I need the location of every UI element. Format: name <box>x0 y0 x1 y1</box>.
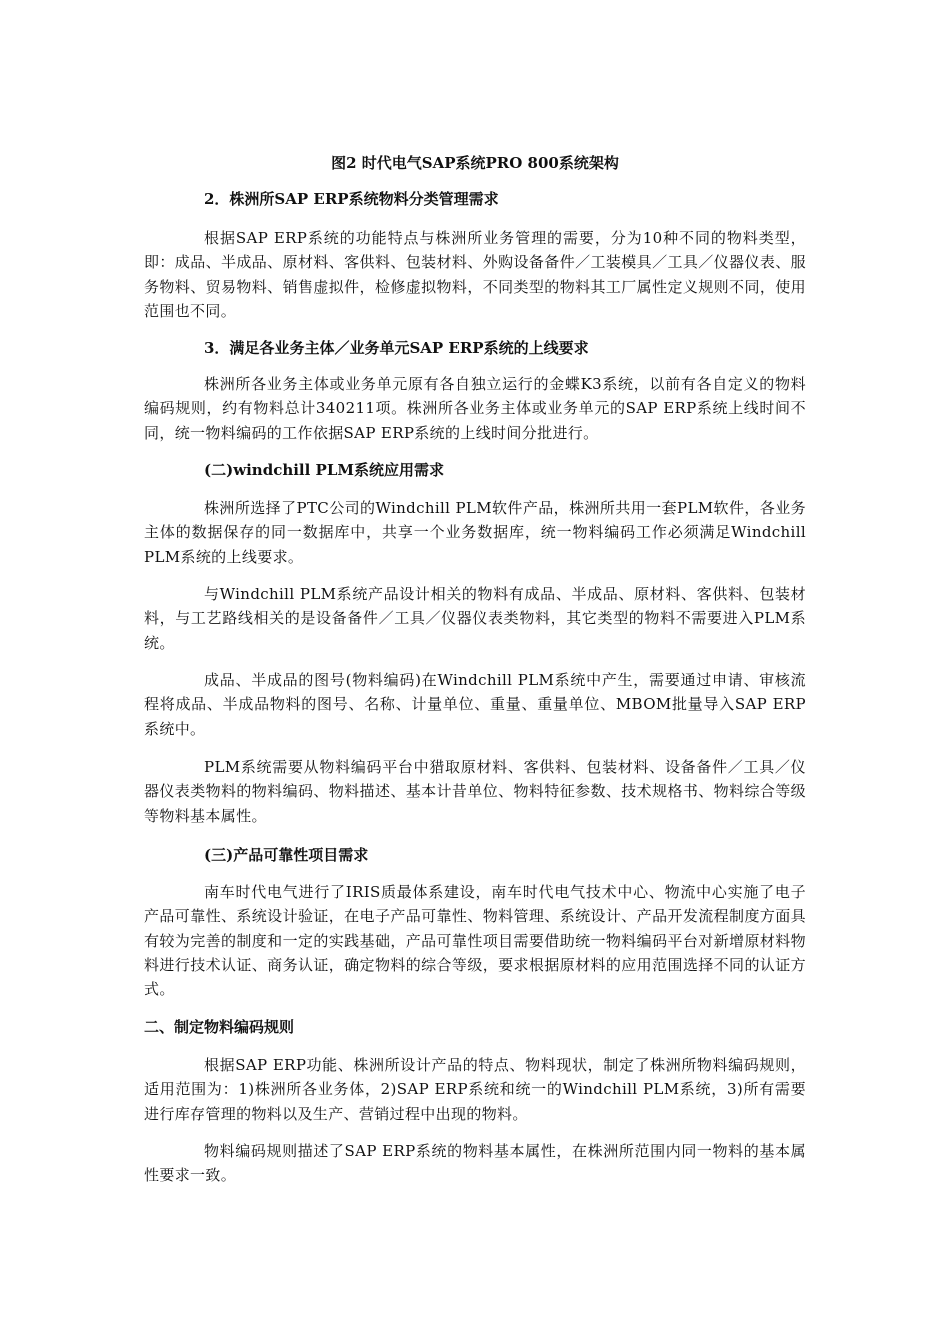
paragraph-plm-1: 株洲所选择了PTC公司的Windchill PLM软件产品，株洲所共用一套PLM软件，各业务主体的数据保存的同一数据库中，共享一个业务数据库，统一物料编码工作必须满足Windchill PLM系统的上线要求。 <box>144 499 806 566</box>
paragraph-coding-rules-2: 物料编码规则描述了SAP ERP系统的物料基本属性，在株洲所范围内同一物料的基本属性要求一致。 <box>144 1142 806 1185</box>
section-heading-reliability: (三)产品可靠性项目需求 <box>204 846 369 864</box>
paragraph-reliability: 南车时代电气进行了IRIS质最体系建设，南车时代电气技术中心、物流中心实施了电子产品可靠性、系统设计验证，在电子产品可靠性、物料管理、系统设计、产品开发流程制度方面具有较为完善的制度和一定的实践基础，产品可靠性项目需要借助统一物料编码平台对新增原材料物料进行技术认证、商务认证，确定物料的综合等级，要求根据原材料的应用范围选择不同的认证方式。 <box>144 883 806 999</box>
section-heading-sap-online: 3．满足各业务主体／业务单元SAP ERP系统的上线要求 <box>204 339 589 357</box>
paragraph-plm-4: PLM系统需要从物料编码平台中猎取原材料、客供料、包装材料、设备备件／工具／仪器仪表类物料的物料编码、物料描述、基本计昔单位、物料特征参数、技术规格书、物料综合等级等物料基本属性。 <box>144 758 806 825</box>
figure-caption: 图2 时代电气SAP系统PRO 800系统架构 <box>331 154 619 172</box>
section-heading-plm: (二)windchill PLM系统应用需求 <box>204 461 444 479</box>
paragraph-sap-classification: 根据SAP ERP系统的功能特点与株洲所业务管理的需要，分为10种不同的物料类型，即：成品、半成品、原材料、客供料、包装材料、外购设备备件／工装模具／工具／仪器仪表、服务物料、贸易物料、销售虚拟件，检修虚拟物料，不同类型的物料其工厂属性定义规则不同，使用范围也不同。 <box>144 229 806 320</box>
section-heading-sap-classification: 2．株洲所SAP ERP系统物料分类管理需求 <box>204 190 499 208</box>
paragraph-plm-2: 与Windchill PLM系统产品设计相关的物料有成品、半成品、原材料、客供料、包装材料，与工艺路线相关的是设备备件／工具／仪器仪表类物料，其它类型的物料不需要进入PLM系统。 <box>144 585 806 652</box>
paragraph-coding-rules-1: 根据SAP ERP功能、株洲所设计产品的特点、物料现状，制定了株洲所物料编码规则，适用范围为：1)株洲所各业务体，2)SAP ERP系统和统一的Windchill PLM系统，3)所有需要进行库存管理的物料以及生产、营销过程中出现的物料。 <box>144 1056 806 1123</box>
paragraph-sap-online: 株洲所各业务主体或业务单元原有各自独立运行的金蝶K3系统，以前有各自定义的物料编码规则，约有物料总计340211项。株洲所各业务主体或业务单元的SAP ERP系统上线时间不同，统一物料编码的工作依据SAP ERP系统的上线时间分批进行。 <box>144 375 806 442</box>
section-heading-coding-rules: 二、制定物料编码规则 <box>144 1018 295 1036</box>
paragraph-plm-3: 成品、半成品的图号(物料编码)在Windchill PLM系统中产生，需要通过申请、审核流程将成品、半成品物料的图号、名称、计量单位、重量、重量单位、MBOM批量导入SAP ERP系统中。 <box>144 671 806 738</box>
